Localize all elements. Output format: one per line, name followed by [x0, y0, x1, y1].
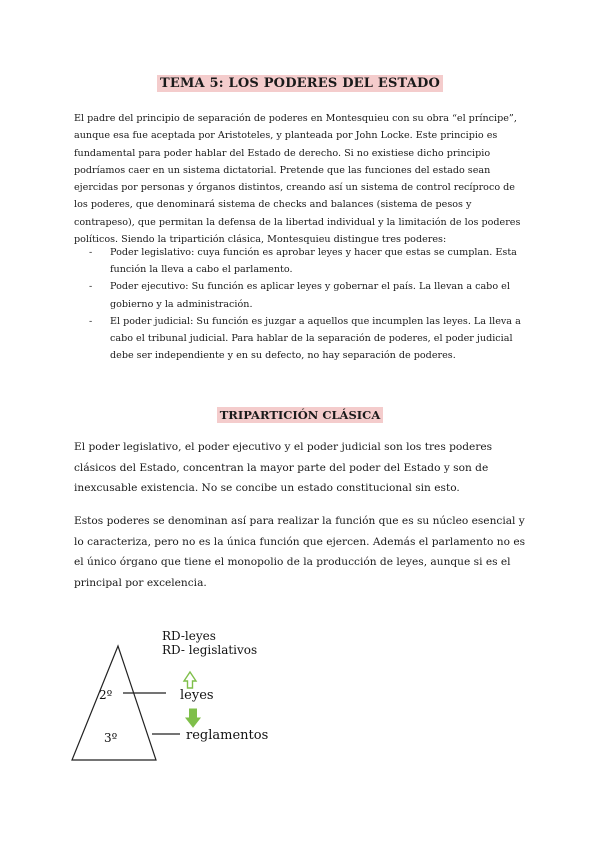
label-rd-leyes: RD-leyes: [162, 629, 216, 643]
list-dash: -: [89, 281, 93, 293]
level-3-label: 3º: [104, 731, 118, 745]
label-reglamentos: reglamentos: [186, 728, 269, 743]
label-leyes: leyes: [180, 688, 214, 703]
list-dash: -: [89, 247, 93, 258]
paragraph-functions: Estos poderes se denominan así para realizar la función que es su núcleo esencial y lo caracteriza, pero no es la única función que ejercen. Además el parlamento no es el único órgano que tiene el monopolio de la producción de leyes, aunque si es el principal por excelencia.: [74, 515, 526, 590]
page-title-text: TEMA 5: LOS PODERES DEL ESTADO: [157, 75, 443, 92]
list-item-text: Poder ejecutivo: Su función es aplicar leyes y gobernar el país. La llevan a cabo el gobierno y la administración.: [110, 281, 510, 310]
intro-paragraph: El padre del principio de separación de poderes en Montesquieu con su obra “el príncipe”, aunque esa fue aceptada por Aristoteles, y planteada por John Locke. Este principio es fundamental para poder hablar del Estado de derecho. Si no existiese dicho principio podríamos caer en un sistema dictatorial. Pretende que las funciones del estado sean ejercidas por personas y órganos distintos, creando así un sistema de control recíproco de los poderes, que denominará sistema de checks and balances (sistema de pesos y contrapeso), que permitan la defensa de la libertad individual y la limitación de los poderes políticos. Siendo la tripartición clásica, Montesquieu distingue tres poderes:: [74, 113, 521, 246]
arrow-down-icon: [186, 709, 200, 727]
list-item-text: El poder judicial: Su función es juzgar a aquellos que incumplen las leyes. La lleva a cabo el tribunal judicial. Para hablar de la separación de poderes, el poder judicial debe ser independiente y en su defecto, no hay separación de poderes.: [110, 315, 521, 362]
list-dash: -: [89, 315, 93, 327]
section-title-text: TRIPARTICIÓN CLÁSICA: [217, 407, 384, 423]
paragraph-classic-powers: El poder legislativo, el poder ejecutivo y el poder judicial son los tres poderes clásicos del Estado, concentran la mayor parte del poder del Estado y son de inexcusable existencia. No se concibe un estado constitucional sin esto.: [74, 441, 493, 495]
level-2-label: 2º: [99, 688, 113, 702]
label-rd-legislativos: RD- legislativos: [162, 643, 258, 657]
arrow-up-icon: [184, 672, 196, 688]
list-item-text: Poder legislativo: cuya función es aprobar leyes y hacer que estas se cumplan. Esta función la lleva a cabo el parlamento.: [110, 247, 517, 276]
